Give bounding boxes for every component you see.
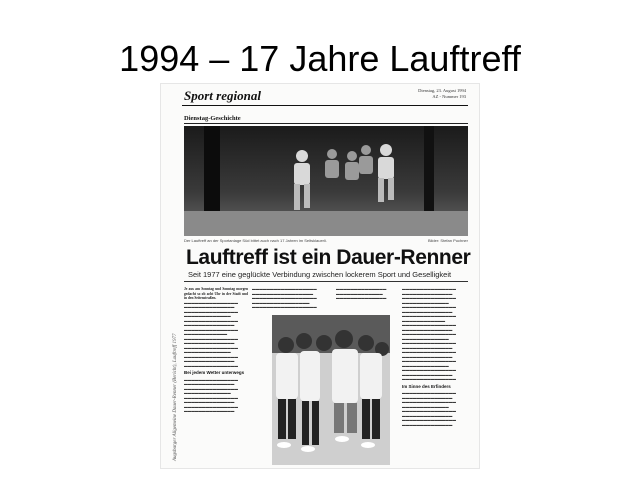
body-text-lines: ▬▬▬▬▬▬▬▬▬▬▬▬▬▬▬ ▬▬▬▬▬▬▬▬▬▬▬▬▬▬ ▬▬▬▬▬▬▬▬▬▬▬▬▬▬▬ ▬▬▬▬▬▬▬▬▬▬▬▬▬ ▬▬▬▬▬▬▬▬▬▬▬▬▬▬▬ ▬▬▬▬▬▬▬▬▬▬▬▬▬▬ ▬▬▬▬▬▬▬▬▬▬▬▬▬▬▬ ▬▬▬▬▬▬▬▬▬▬▬▬▬▬	[402, 391, 456, 427]
caption-text: Der Lauftreff an der Sportanlage Süd bittet auch nach 17 Jahren im Seltsklauerli.	[184, 238, 327, 243]
issue-number: AZ - Nummer 193	[432, 93, 466, 99]
body-text-lines: ▬▬▬▬▬▬▬▬▬▬▬▬▬▬▬ ▬▬▬▬▬▬▬▬▬▬▬▬▬▬ ▬▬▬▬▬▬▬▬▬▬▬▬▬▬▬ ▬▬▬▬▬▬▬▬▬▬▬▬▬ ▬▬▬▬▬▬▬▬▬▬▬▬▬▬▬ ▬▬▬▬▬▬▬▬▬▬▬▬▬▬ ▬▬▬▬▬▬▬▬▬▬▬▬▬▬▬ ▬▬▬▬▬▬▬▬▬▬▬▬ ▬▬▬▬▬▬▬▬▬▬▬▬▬▬▬ ▬▬▬▬▬▬▬▬▬▬▬▬▬▬ ▬▬▬▬▬▬▬▬▬▬▬▬▬▬▬ ▬▬▬▬▬▬▬▬▬▬▬▬▬ ▬▬▬▬▬▬▬▬▬▬▬▬▬▬▬ ▬▬▬▬▬▬▬▬▬▬▬▬▬▬ ▬▬▬▬▬▬▬▬▬▬▬▬▬▬▬ ▬▬▬▬▬▬▬▬▬▬▬▬▬▬ ▬▬▬▬▬▬▬▬▬▬▬▬▬▬▬ ▬▬▬▬▬▬▬▬▬▬▬▬▬ ▬▬▬▬▬▬▬▬▬▬▬▬▬▬▬ ▬▬▬▬▬▬▬▬▬▬▬▬▬▬ ▬▬▬▬▬▬▬▬▬▬▬▬▬▬▬	[402, 287, 456, 381]
issue-date	[418, 88, 466, 99]
margin-note-text: Augsburger Allgemeine Dauer-Renner (Bericht), Lauftreff 1977	[173, 333, 178, 461]
section-name: Sport regional	[184, 88, 261, 103]
divider	[184, 281, 468, 282]
story-kicker: Dienstag-Geschichte	[184, 115, 241, 122]
section-heading: Im Sinne des Erfinders	[402, 383, 451, 389]
body-text-lines: ▬▬▬▬▬▬▬▬▬▬▬▬▬▬▬ ▬▬▬▬▬▬▬▬▬▬▬▬▬▬ ▬▬▬▬▬▬▬▬▬▬▬▬▬▬▬ ▬▬▬▬▬▬▬▬▬▬▬▬▬ ▬▬▬▬▬▬▬▬▬▬▬▬▬▬▬ ▬▬▬▬▬▬▬▬▬▬▬▬▬▬ ▬▬▬▬▬▬▬▬▬▬▬▬▬▬▬ ▬▬▬▬▬▬▬▬▬▬▬▬ ▬▬▬▬▬▬▬▬▬▬▬▬▬▬▬ ▬▬▬▬▬▬▬▬▬▬▬▬▬▬ ▬▬▬▬▬▬▬▬▬▬▬▬▬▬▬ ▬▬▬▬▬▬▬▬▬▬▬▬▬ ▬▬▬▬▬▬▬▬▬▬▬▬▬▬▬ ▬▬▬▬▬▬▬▬▬▬▬▬▬▬ ▬▬▬▬▬▬▬▬▬▬▬▬▬▬▬	[184, 300, 238, 368]
runners-photo	[184, 126, 468, 236]
body-text-lines: ▬▬▬▬▬▬▬▬▬▬▬▬▬▬▬▬▬▬ ▬▬▬▬▬▬▬▬▬▬▬▬▬▬▬▬▬ ▬▬▬▬▬▬▬▬▬▬▬▬▬▬▬▬▬▬ ▬▬▬▬▬▬▬▬▬▬▬▬▬▬▬▬ ▬▬▬▬▬▬▬▬▬▬▬▬▬▬▬▬▬▬	[252, 287, 317, 309]
photo-caption	[184, 238, 468, 244]
photo-credit: Bilder: Stefan Puchner	[427, 238, 468, 243]
article-column	[336, 287, 398, 465]
body-text-lines: ▬▬▬▬▬▬▬▬▬▬▬▬▬▬▬ ▬▬▬▬▬▬▬▬▬▬▬▬▬▬ ▬▬▬▬▬▬▬▬▬▬▬▬▬▬▬ ▬▬▬▬▬▬▬▬▬▬▬▬▬ ▬▬▬▬▬▬▬▬▬▬▬▬▬▬▬ ▬▬▬▬▬▬▬▬▬▬▬▬▬▬ ▬▬▬▬▬▬▬▬▬▬▬▬▬▬▬ ▬▬▬▬▬▬▬▬▬▬▬▬▬▬	[184, 377, 238, 413]
article-column	[184, 287, 248, 465]
lead-paragraph: Je aus am Sonntag und Sonntag morgen gedacht so ob acht Uhr in der Stadt und in den Seitenstraßen.	[184, 287, 248, 300]
runners-photo-image	[184, 126, 468, 236]
divider	[184, 123, 468, 124]
newspaper-masthead	[182, 87, 468, 106]
deck: Seit 1977 eine geglückte Verbindung zwischen lockerem Sport und Geselligkeit	[188, 270, 452, 279]
newspaper-clipping	[160, 83, 480, 469]
handwritten-margin-note	[163, 293, 179, 463]
headline: Lauftreff ist ein Dauer-Renner	[186, 246, 471, 269]
section-heading: Bei jedem Wetter unterwegs	[184, 370, 245, 375]
body-text-lines: ▬▬▬▬▬▬▬▬▬▬▬▬▬▬ ▬▬▬▬▬▬▬▬▬▬▬▬▬ ▬▬▬▬▬▬▬▬▬▬▬▬▬▬	[336, 287, 387, 300]
slide-title: 1994 – 17 Jahre Lauftreff	[119, 38, 521, 79]
date-line: Dienstag, 23. August 1994	[418, 88, 466, 93]
article-column	[402, 287, 468, 465]
